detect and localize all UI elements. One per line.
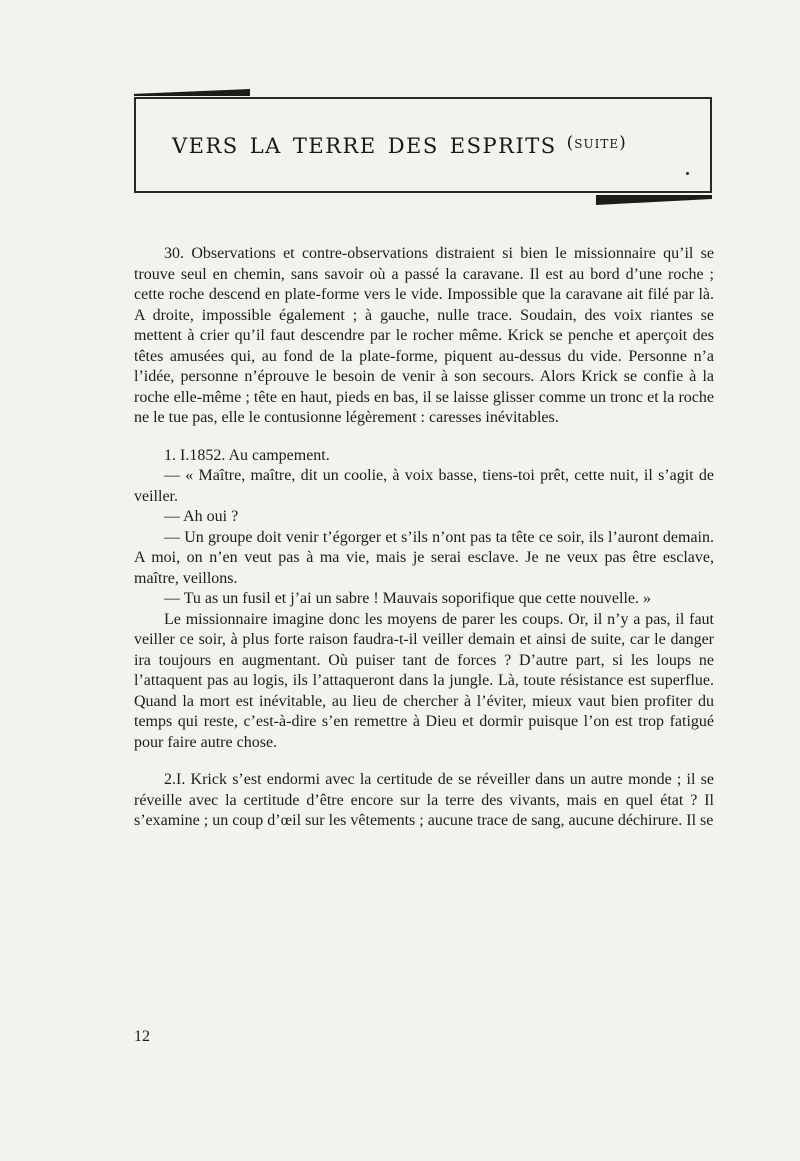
chapter-title-suffix: (suite) — [566, 133, 627, 153]
dialogue-line: — « Maître, maître, dit un coolie, à voix basse, tiens-toi prêt, cette nuit, il s’agit de veiller. — [134, 467, 714, 505]
chapter-title — [172, 126, 702, 161]
title-decoration-top-bar — [134, 89, 250, 96]
title-ornament-dot — [686, 172, 689, 175]
dialogue-line: — Tu as un fusil et j’ai un sabre ! Mauvais soporifique que cette nouvelle. » — [164, 590, 652, 607]
page-number: 12 — [134, 1028, 150, 1045]
body-text — [134, 244, 714, 832]
title-frame-left-rule — [134, 97, 136, 193]
paragraph-date-heading: 1. I.1852. Au campement. — [164, 446, 330, 464]
paragraph-narration: Le missionnaire imagine donc les moyens de parer les coups. Or, il n’y a pas, il faut veiller ce soir, à plus forte raison faudra-t-il veiller demain et ainsi de suite, car le danger ira toujours en augmentant. Où puiser tant de forces ? D’autre part, si les loups ne l’attaquent pas au logis, ils l’attaqueront dans la jungle. Là, toute résistance est superflue. Quand la mort est inévitable, au lieu de chercher à l’éviter, mieux vaut bien profiter du temps qui reste, c’est-à-dire s’en remettre à Dieu et dormir puisque l’on est trop fatigué pour faire autre chose. — [134, 610, 714, 751]
dialogue-line: — Un groupe doit venir t’égorger et s’ils n’ont pas ta tête ce soir, ils l’auront demain. A moi, on n’en veut pas à ma vie, mais je serai esclave. Je ne veux pas être esclave, maître, veillons. — [134, 528, 714, 587]
chapter-title-main: vers la terre des esprits — [172, 126, 557, 161]
dialogue-line: — Ah oui ? — [164, 508, 239, 525]
title-decoration-bottom-bar — [596, 195, 712, 205]
paragraph-30: 30. Observations et contre-observations distraient si bien le missionnaire qu’il se trouve seul en chemin, sans savoir où a passé la caravane. Il est au bord d’une roche ; cette roche descend en plate-forme vers le vide. Impossible que la caravane ait filé par là. A droite, impossible également ; à gauche, nulle trace. Soudain, des voix riantes se mettent à crier qu’il faut descendre par le rocher même. Krick se penche et aperçoit des têtes amusées qui, au fond de la plate-forme, piquent au-dessus du vide. Personne n’a l’idée, personne n’éprouve le besoin de venir à son secours. Alors Krick se confie à la roche elle-même ; tête en haut, pieds en bas, il se laisse glisser comme un tronc et la roche ne le tue pas, elle le contusionne légèrement : caresses inévitables. — [134, 245, 714, 426]
paragraph-2i: 2.I. Krick s’est endormi avec la certitude de se réveiller dans un autre monde ; il se réveille avec la certitude d’être encore sur la terre des vivants, mais en quel état ? Il s’examine ; un coup d’œil sur les vêtements ; aucune trace de sang, aucune déchirure. Il se — [134, 771, 714, 829]
title-frame-right-rule — [710, 97, 712, 193]
